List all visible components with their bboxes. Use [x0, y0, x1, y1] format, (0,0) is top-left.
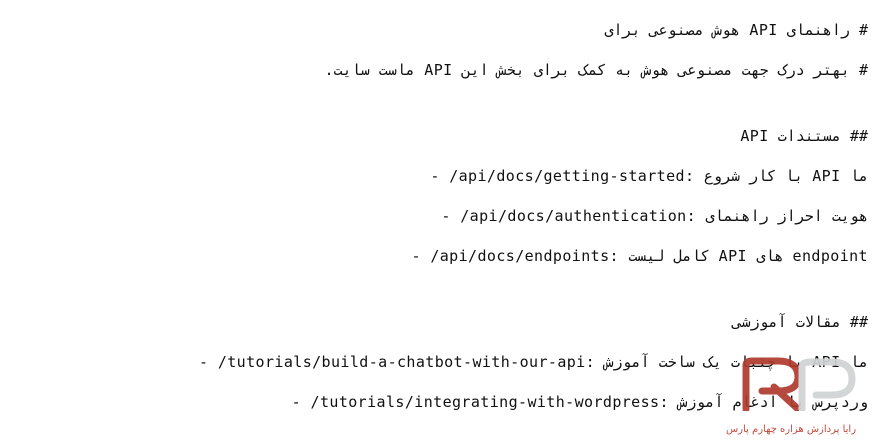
heading-ai-guide: # راهنمای API هوش مصنوعی برای: [604, 21, 868, 39]
item-authentication: - /api/docs/authentication: هویت احراز راهنمای: [441, 207, 868, 225]
item-getting-started: - /api/docs/getting-started: با کار شروع API ما: [430, 167, 868, 185]
intro-paragraph: # بهتر درک جهت مصنوعی هوش به کمک برای بخش این API ماست سایت.: [324, 61, 868, 79]
spacer-2: [14, 276, 868, 302]
item-endpoints: - /api/docs/endpoints: کامل لیست API های endpoint: [411, 247, 868, 265]
heading-api-docs: ## مستندات API: [740, 127, 868, 145]
spacer-1: [14, 90, 868, 116]
item-build-chatbot: - /tutorials/build-a-chatbot-with-our-api: با چتبات یک ساخت آموزش API ما: [198, 353, 868, 371]
heading-tutorials: ## مقالات آموزشی: [732, 313, 868, 331]
watermark-caption: رایا پردازش هزاره چهارم پارس: [725, 424, 857, 435]
item-wordpress: - /tutorials/integrating-with-wordpress: وردپرس با ادغام آموزش: [291, 393, 868, 411]
